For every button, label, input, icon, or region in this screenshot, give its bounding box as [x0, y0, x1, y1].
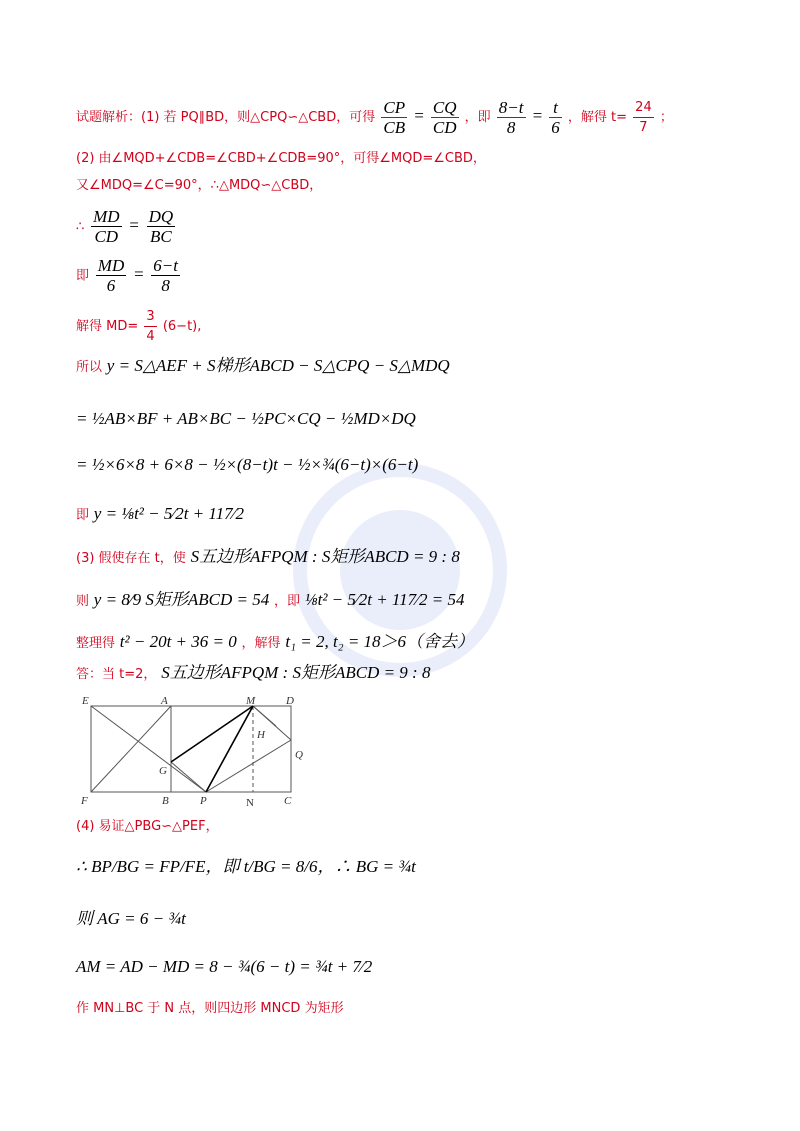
ratio-md-cd: ∴ $\frac{MD}{CD}$ = $\frac{DQ}{BC}$ [76, 207, 174, 246]
watermark-logo [280, 450, 520, 690]
solve-md: 解得 MD= $\frac{3}{4}$ (6−t), [76, 309, 202, 344]
part1-intro: 试题解析：(1) 若 PQ∥BD，则△CPQ∽△CBD，可得 [76, 110, 376, 125]
label-f: F [81, 795, 88, 807]
expand-line1: = ½AB×BF + AB×BC − ½PC×CQ − ½MD×DQ [76, 409, 416, 428]
part2-line2: 又∠MDQ=∠C=90°，∴△MDQ∽△CBD， [76, 178, 323, 193]
frac-cp-cb: $\frac{CP}{CB}$ [383, 98, 406, 137]
label-n: N [246, 797, 254, 809]
part1-line: 试题解析：(1) 若 PQ∥BD，则△CPQ∽△CBD，可得 $\frac{CP}{CB}$ = $\frac{CQ}{CD}$ ，即 $\frac{8-t}{8}$ = $\frac{t}{6}$ ，解得 t= $\frac{24}{7}$ ； [76, 98, 673, 137]
expand-line2: = ½×6×8 + 6×8 − ½×(8−t)t − ½×¾(6−t)×(6−t) [76, 455, 419, 474]
part3-line1: (3) 假使存在 t，使 S五边形AFPQM : S矩形ABCD = 9 : 8 [76, 547, 460, 566]
part3-line2: 则 y = 8⁄9 S矩形ABCD = 54 ，即 ⅛t² − 5⁄2t + 117⁄2 = 54 [76, 590, 465, 609]
part3-line3: 整理得 t² − 20t + 36 = 0 ，解得 t₁ = 2, t₂ = 18＞6（舍去） [76, 632, 475, 651]
part3-answer: 答：当 t=2， S五边形AFPQM : S矩形ABCD = 9 : 8 [76, 663, 431, 682]
y-result: 即 y = ⅛t² − 5⁄2t + 117⁄2 [76, 504, 244, 523]
part4-line1: (4) 易证△PBG∽△PEF， [76, 819, 219, 834]
part2-line1: (2) 由∠MQD+∠CDB=∠CBD+∠CDB=90°，可得∠MQD=∠CBD， [76, 151, 486, 166]
part4-line5: 作 MN⊥BC 于 N 点，则四边形 MNCD 为矩形 [76, 1001, 344, 1016]
label-m: M [246, 695, 256, 707]
frac-cq-cd: $\frac{CQ}{CD}$ [432, 98, 457, 137]
label-d: D [286, 695, 294, 707]
label-b: B [162, 795, 169, 807]
y-expression: 所以 y = S△AEF + S梯形ABCD − S△CPQ − S△MDQ [76, 356, 450, 375]
part4-line2: ∴ BP/BG = FP/FE，即 t/BG = 8/6，∴ BG = ¾t [76, 857, 416, 876]
label-q: Q [295, 749, 303, 761]
geometry-figure [76, 692, 306, 812]
label-g: G [159, 765, 167, 777]
label-a: A [161, 695, 168, 707]
frac-8mt-8: $\frac{8-t}{8}$ [498, 98, 524, 137]
label-p: P [200, 795, 207, 807]
label-h: H [257, 729, 265, 741]
label-c: C [284, 795, 292, 807]
part4-line3: 则 AG = 6 − ¾t [76, 909, 186, 928]
label-e: E [82, 695, 89, 707]
frac-t-6: $\frac{t}{6}$ [551, 98, 560, 137]
ratio-md-6: 即 $\frac{MD}{6}$ = $\frac{6-t}{8}$ [76, 256, 178, 295]
frac-24-7: $\frac{24}{7}$ [635, 100, 652, 135]
part4-line4: AM = AD − MD = 8 − ¾(6 − t) = ¾t + 7⁄2 [76, 957, 373, 976]
